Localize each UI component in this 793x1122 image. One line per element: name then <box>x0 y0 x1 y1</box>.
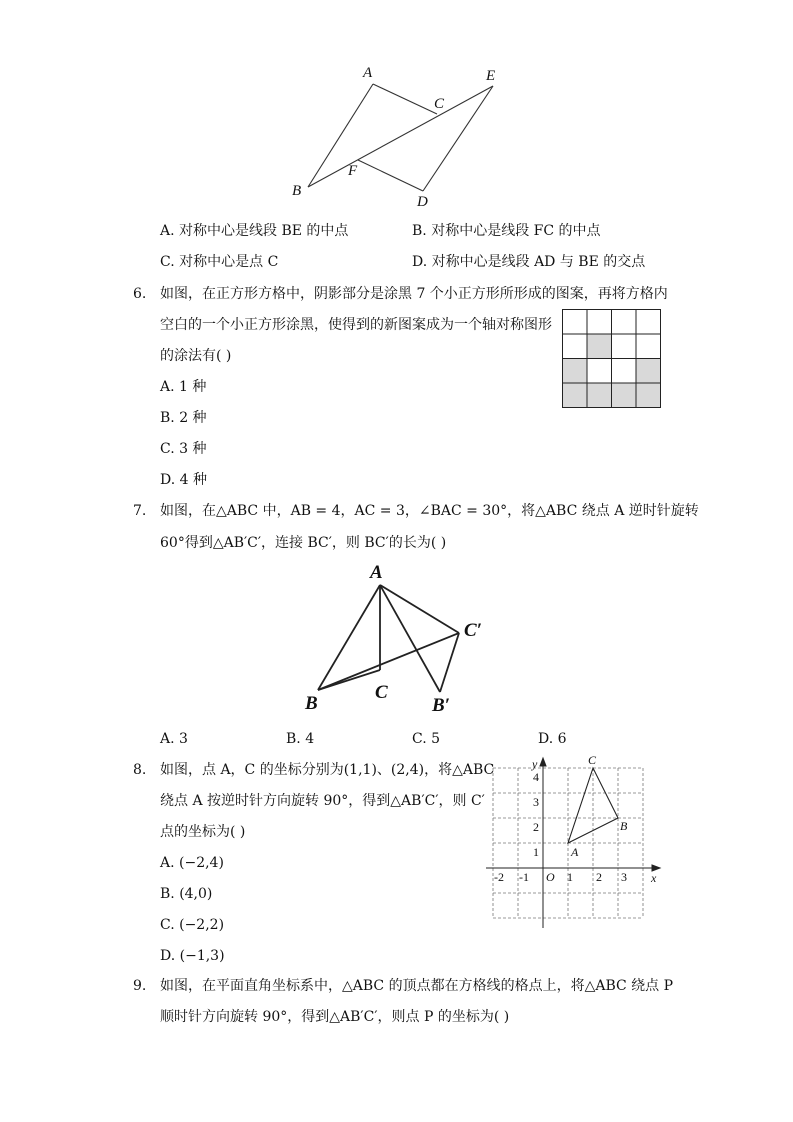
q8-x-tick-neg1: -1 <box>519 870 529 884</box>
q5-option-d[interactable]: D. 对称中心是线段 AD 与 BE 的交点 <box>412 254 646 270</box>
q7-option-d[interactable]: D. 6 <box>538 731 567 747</box>
q6-option-d[interactable]: D. 4 种 <box>160 472 207 488</box>
q8-label-c: C <box>588 753 597 767</box>
fig7-label-b: B <box>305 693 318 714</box>
q7-option-b[interactable]: B. 4 <box>286 731 315 747</box>
q6-stem-line2: 空白的一个小正方形涂黑，使得到的新图案成为一个轴对称图形 <box>160 317 552 333</box>
q8-number: 8. <box>133 762 147 778</box>
q8-option-c[interactable]: C. (−2,2) <box>160 917 225 933</box>
q9-stem-line1: 如图，在平面直角坐标系中，△ABC 的顶点都在方格线的格点上，将△ABC 绕点 P <box>160 978 674 994</box>
q7-option-a[interactable]: A. 3 <box>160 731 188 747</box>
fig5-label-b: B <box>292 183 302 199</box>
fig5-label-e: E <box>486 68 496 84</box>
q8-option-a[interactable]: A. (−2,4) <box>160 855 224 871</box>
q7-number: 7. <box>133 503 147 519</box>
fig5-label-f: F <box>348 163 358 179</box>
y-axis-arrow-icon <box>540 758 546 766</box>
fig5-label-a: A <box>363 65 373 81</box>
fig5-label-d: D <box>417 194 428 210</box>
q8-x-tick-3: 3 <box>621 870 627 884</box>
fig5-label-c: C <box>434 96 445 112</box>
q8-stem-line1: 如图，点 A，C 的坐标分别为(1,1)、(2,4)，将△ABC <box>160 762 495 778</box>
q6-stem-line1: 如图，在正方形方格中，阴影部分是涂黑 7 个小正方形所形成的图案，再将方格内 <box>160 286 668 302</box>
fig7-label-b-prime: B′ <box>432 695 451 716</box>
q8-x-tick-2: 2 <box>596 870 602 884</box>
q6-stem-line3: 的涂法有( ) <box>160 348 232 364</box>
q7-option-c[interactable]: C. 5 <box>412 731 441 747</box>
q8-x-tick-neg2: -2 <box>494 870 504 884</box>
q8-y-axis-label: y <box>532 757 538 771</box>
q9-number: 9. <box>133 978 147 994</box>
q8-y-tick-2: 2 <box>533 820 539 834</box>
q6-number: 6. <box>133 286 147 302</box>
q8-y-tick-4: 4 <box>533 770 539 784</box>
q8-option-d[interactable]: D. (−1,3) <box>160 948 225 964</box>
q8-label-b: B <box>620 819 628 833</box>
q5-option-c[interactable]: C. 对称中心是点 C <box>160 254 279 270</box>
q9-stem-line2: 顺时针方向旋转 90°，得到△AB′C′，则点 P 的坐标为( ) <box>160 1009 510 1025</box>
q8-label-a: A <box>571 845 579 859</box>
q8-stem-line3: 点的坐标为( ) <box>160 824 246 840</box>
fig7-label-c-prime: C′ <box>464 620 483 641</box>
fig7-label-c: C <box>375 682 388 703</box>
q8-x-axis-label: x <box>651 871 657 885</box>
q5-option-a[interactable]: A. 对称中心是线段 BE 的中点 <box>160 223 349 239</box>
fig7-label-a: A <box>370 562 383 583</box>
q6-option-a[interactable]: A. 1 种 <box>160 379 207 395</box>
q7-stem-line1: 如图，在△ABC 中，AB = 4，AC = 3，∠BAC = 30°，将△ABC 绕点 A 逆时针旋转 <box>160 503 699 519</box>
q6-option-c[interactable]: C. 3 种 <box>160 441 207 457</box>
q8-origin-label: O <box>546 870 555 884</box>
q8-option-b[interactable]: B. (4,0) <box>160 886 213 902</box>
q7-stem-line2: 60°得到△AB′C′，连接 BC′，则 BC′的长为( ) <box>160 535 447 551</box>
q8-y-tick-1: 1 <box>533 845 539 859</box>
q8-y-tick-3: 3 <box>533 795 539 809</box>
q5-option-b[interactable]: B. 对称中心是线段 FC 的中点 <box>412 223 601 239</box>
q6-option-b[interactable]: B. 2 种 <box>160 410 207 426</box>
q8-x-tick-1: 1 <box>567 870 573 884</box>
q8-stem-line2: 绕点 A 按逆时针方向旋转 90°，得到△AB′C′，则 C′ <box>160 793 485 809</box>
